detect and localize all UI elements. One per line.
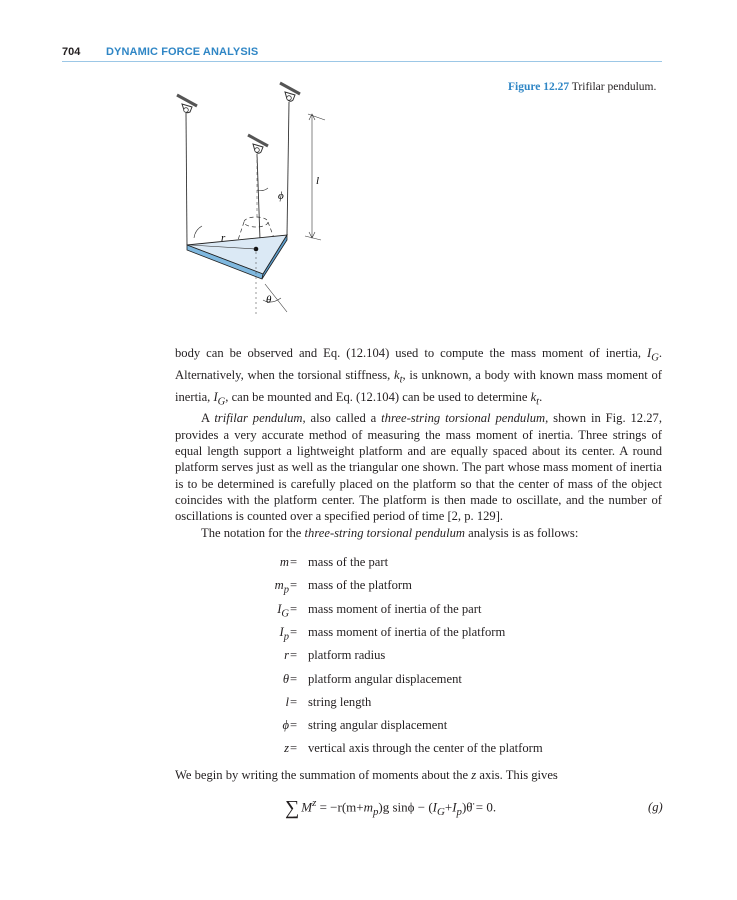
figure-number: Figure 12.27 bbox=[508, 81, 570, 93]
equals-sign: = bbox=[290, 741, 298, 756]
notation-description: mass of the part bbox=[308, 555, 389, 569]
page-number: 704 bbox=[62, 46, 81, 58]
ceiling-mount-left bbox=[177, 95, 197, 113]
header-rule bbox=[62, 61, 662, 62]
notation-symbol: m bbox=[279, 555, 289, 569]
equals-sign: = bbox=[290, 694, 298, 709]
notation-description: platform radius bbox=[308, 648, 386, 663]
paragraph-3: The notation for the three-string torsional pendulum analysis is as follows: bbox=[201, 525, 579, 540]
notation-symbol: $I_p$ bbox=[279, 624, 289, 643]
notation-symbol: ϕ bbox=[282, 718, 289, 733]
string-right bbox=[287, 102, 289, 235]
notation-description: vertical axis through the center of the platform bbox=[308, 741, 543, 756]
length-dimension bbox=[305, 114, 325, 240]
notation-description: mass moment of inertia of the part bbox=[308, 601, 482, 616]
notation-row bbox=[0, 695, 737, 711]
notation-row bbox=[0, 648, 737, 664]
platform bbox=[187, 235, 287, 279]
notation-symbol: $I_G$ bbox=[277, 601, 289, 620]
equals-sign: = bbox=[290, 555, 298, 569]
paragraph-2: A trifilar pendulum, also called a three-string torsional pendulum, shown in Fig. 12.27, provides a very accurate method of measuring the mass moment of inertia. Three strings of equal length support a lightweight platform and are equally spaced about its center. A round platform serves just as well as the triangular one shown. The part whose mass moment of inertia is to be determined is carefully placed on the platform so that the center of mass of the object coincides with the platform center. The platform is then made to oscillate, and the number of oscillations is counted over a specified period of time [2, p. 129]. bbox=[175, 411, 662, 524]
equals-sign: = bbox=[290, 578, 298, 593]
equals-sign: = bbox=[290, 718, 298, 733]
phi-label: ϕ bbox=[278, 190, 284, 202]
figure-caption-text: Trifilar pendulum. bbox=[571, 81, 657, 93]
notation-symbol: l bbox=[285, 694, 289, 709]
notation-description: string length bbox=[308, 694, 372, 709]
notation-row bbox=[0, 555, 737, 571]
notation-description: mass moment of inertia of the platform bbox=[308, 624, 506, 639]
figure-caption bbox=[508, 80, 658, 94]
ceiling-mount-middle bbox=[248, 135, 268, 153]
notation-symbol: r bbox=[284, 648, 289, 663]
notation-row bbox=[0, 602, 737, 618]
section-title: DYNAMIC FORCE ANALYSIS bbox=[106, 46, 259, 58]
theta-label: θ bbox=[266, 294, 272, 306]
moment-equation: ∑ $M^z = -r(m+m_p)g$ $\sin\phi - (I_G+I_p)\thetä = 0$. bbox=[285, 797, 497, 820]
notation-row bbox=[0, 672, 737, 688]
equals-sign: = bbox=[290, 671, 298, 686]
notation-symbol: $m_p$ bbox=[274, 578, 289, 596]
ceiling-mount-right bbox=[280, 83, 300, 101]
closing-sentence: We begin by writing the summation of moments about the z axis. This gives bbox=[175, 768, 558, 782]
notation-row bbox=[0, 718, 737, 734]
equation-label: (g) bbox=[648, 800, 663, 814]
radius-label: r bbox=[221, 232, 226, 244]
paragraph-1: body can be observed and Eq. (12.104) used to compute the mass moment of inertia, $I_G$. Alternatively, when the torsional stiffness, $k_t$, is unknown, a body with known mass moment of inertia, $I_G$, can be mounted and Eq. (12.104) can be used to determine $k_t$. bbox=[175, 346, 662, 408]
notation-symbol: θ bbox=[282, 671, 289, 686]
string-left bbox=[186, 113, 187, 245]
equals-sign: = bbox=[290, 648, 298, 663]
notation-symbol: z bbox=[284, 741, 289, 756]
trifilar-pendulum-figure bbox=[165, 80, 335, 325]
equals-sign: = bbox=[290, 601, 298, 616]
notation-row bbox=[0, 741, 737, 757]
notation-description: string angular displacement bbox=[308, 718, 448, 733]
notation-row bbox=[0, 578, 737, 594]
length-label: l bbox=[316, 175, 320, 187]
equals-sign: = bbox=[290, 624, 298, 639]
notation-description: platform angular displacement bbox=[308, 671, 462, 686]
body-text bbox=[175, 345, 662, 541]
notation-row bbox=[0, 625, 737, 641]
notation-description: mass of the platform bbox=[308, 578, 412, 593]
